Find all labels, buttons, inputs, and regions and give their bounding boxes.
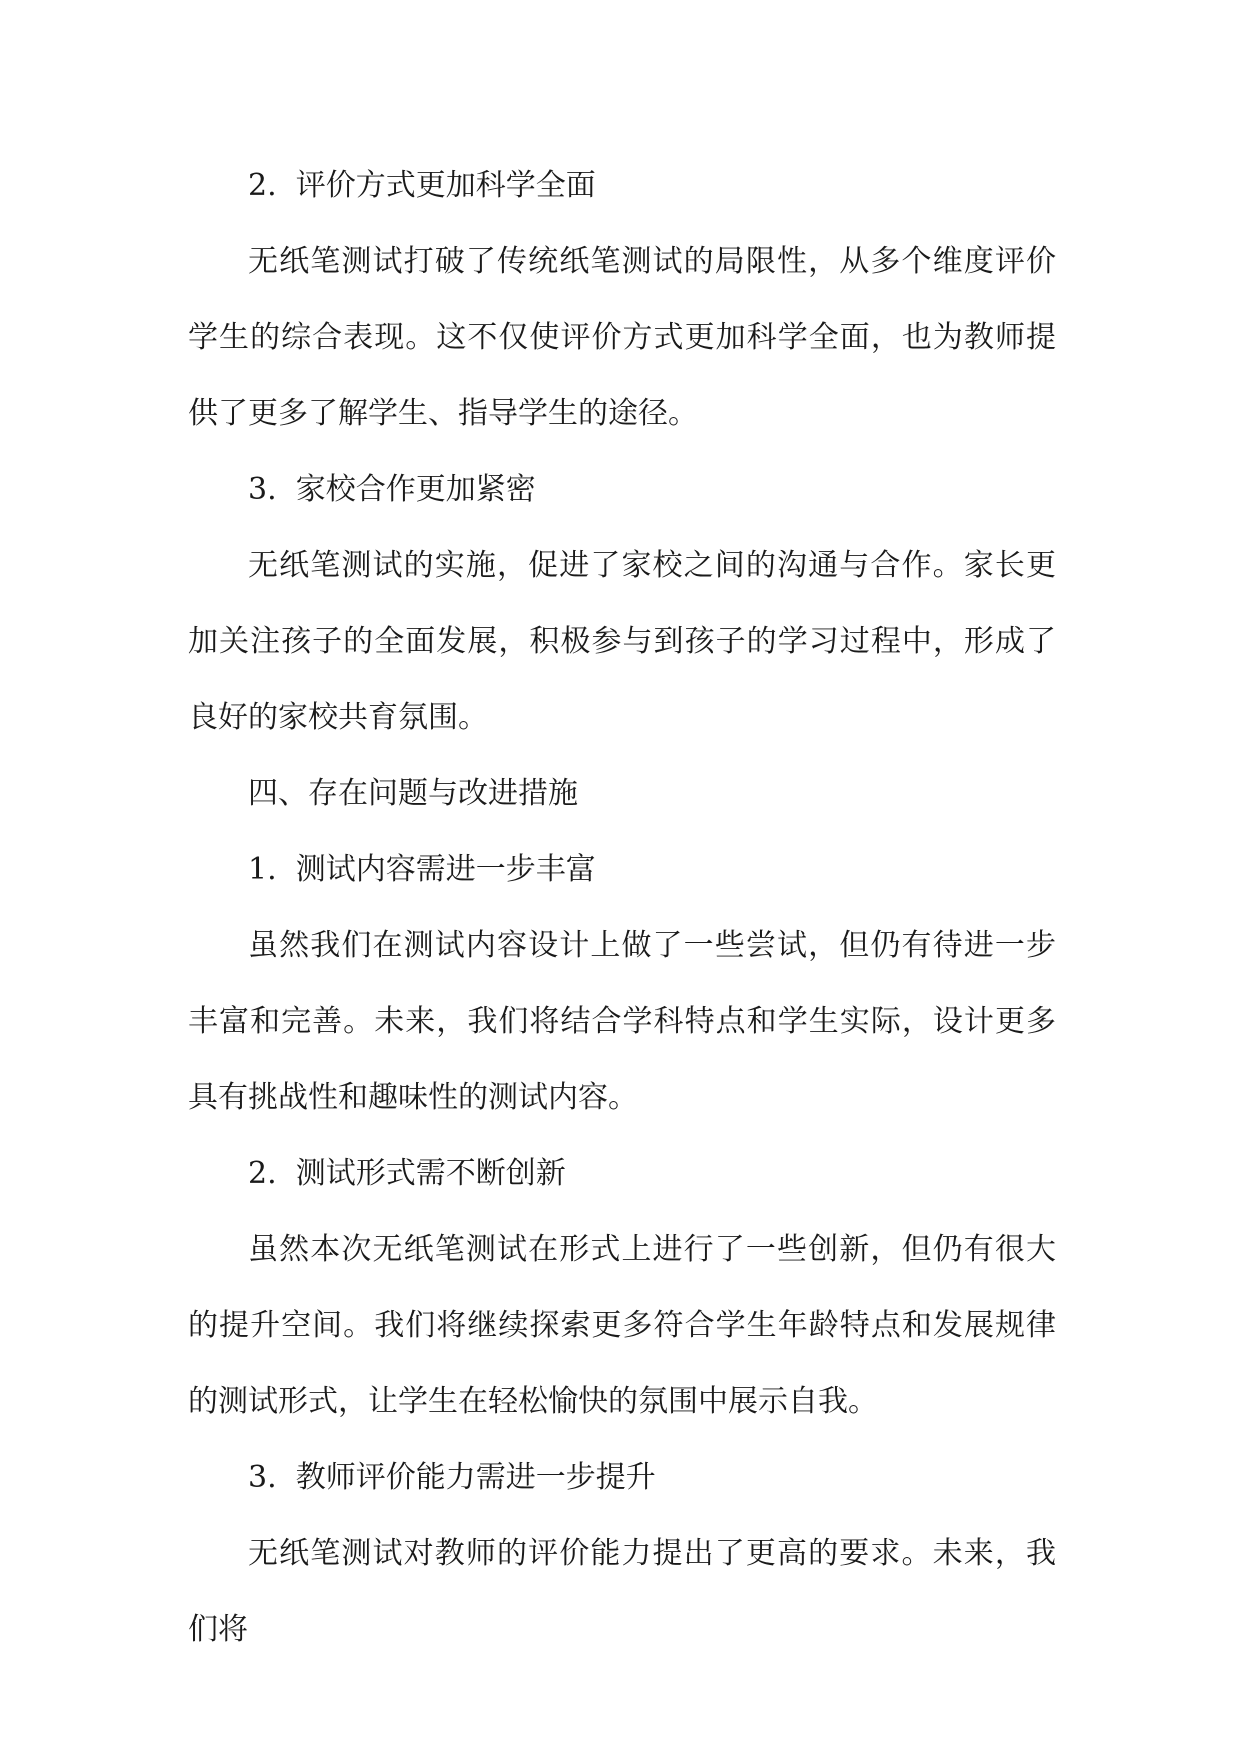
paragraph-teacher-ability: 无纸笔测试对教师的评价能力提出了更高的要求。未来，我们将	[188, 1536, 1056, 1647]
document-body	[188, 148, 1056, 1668]
section-heading-evaluation: 2. 评价方式更加科学全面	[248, 168, 596, 203]
section-heading-home-school: 3. 家校合作更加紧密	[248, 472, 536, 507]
paragraph-test-content: 虽然我们在测试内容设计上做了一些尝试，但仍有待进一步丰富和完善。未来，我们将结合学科特点和学生实际，设计更多具有挑战性和趣味性的测试内容。	[188, 928, 1056, 1115]
paragraph-evaluation: 无纸笔测试打破了传统纸笔测试的局限性，从多个维度评价学生的综合表现。这不仅使评价方式更加科学全面，也为教师提供了更多了解学生、指导学生的途径。	[188, 244, 1056, 431]
section-heading-test-content: 1. 测试内容需进一步丰富	[248, 852, 596, 887]
paragraph-home-school: 无纸笔测试的实施，促进了家校之间的沟通与合作。家长更加关注孩子的全面发展，积极参与到孩子的学习过程中，形成了良好的家校共育氛围。	[188, 548, 1056, 735]
section-heading-test-form: 2. 测试形式需不断创新	[248, 1156, 566, 1191]
paragraph-test-form: 虽然本次无纸笔测试在形式上进行了一些创新，但仍有很大的提升空间。我们将继续探索更多符合学生年龄特点和发展规律的测试形式，让学生在轻松愉快的氛围中展示自我。	[188, 1232, 1056, 1419]
chapter-heading-problems: 四、存在问题与改进措施	[248, 776, 578, 811]
section-heading-teacher-ability: 3. 教师评价能力需进一步提升	[248, 1460, 656, 1495]
